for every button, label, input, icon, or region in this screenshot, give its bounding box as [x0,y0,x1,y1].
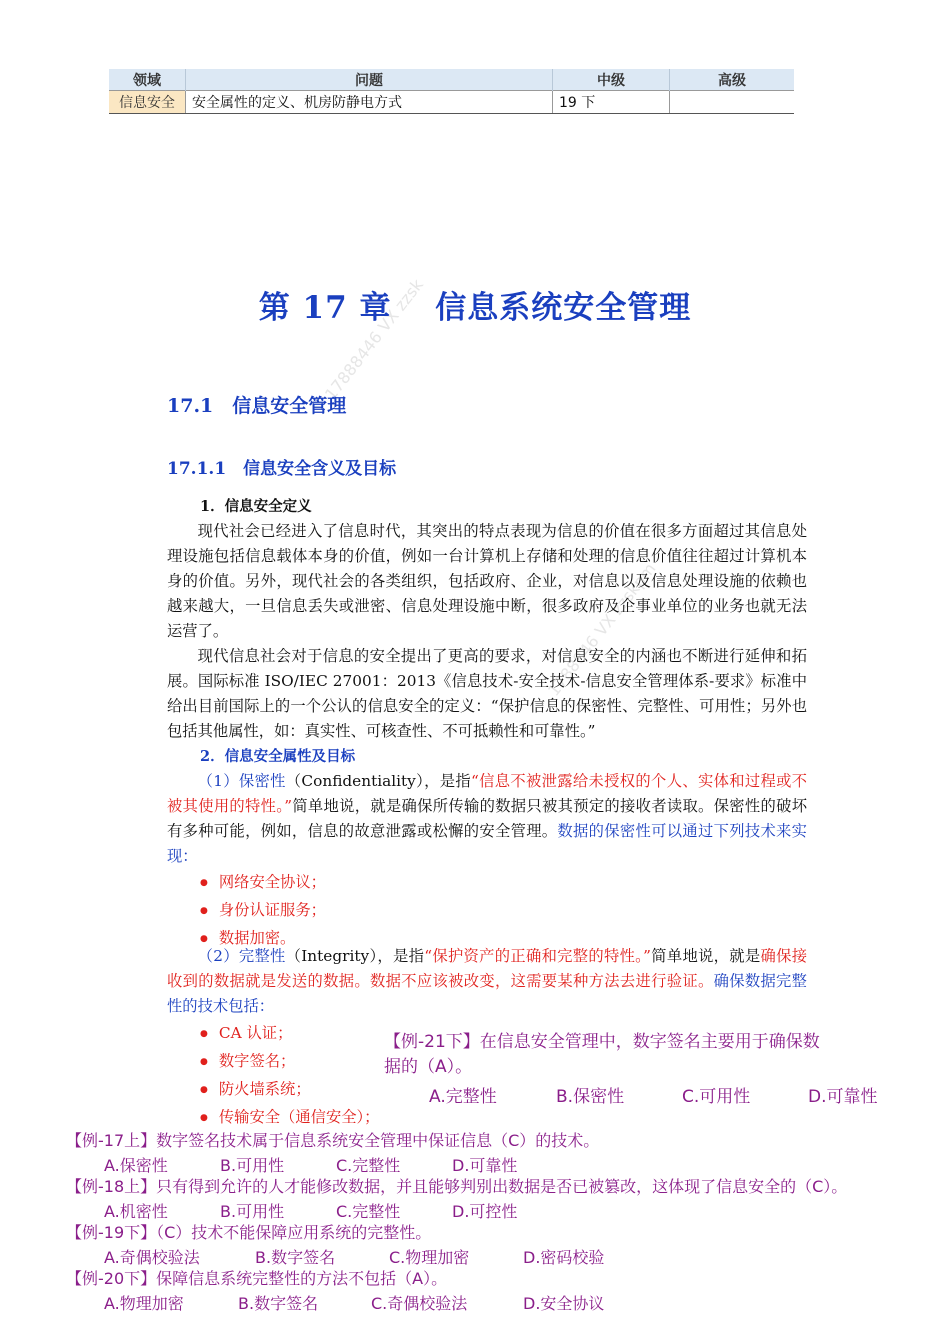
col-header-high: 高级 [670,69,795,91]
paragraph: 现代信息社会对于信息的安全提出了更高的要求，对信息安全的内涵也不断进行延伸和拓展。国际标准 ISO/IEC 27001：2013《信息技术-安全技术-信息安全管理体系-要求》标准中给出目前国际上的一个公认的信息安全的定义：“保护信息的保密性、完整性、可用性；另外也包括其他属性，如：真实性、可核查性、不可抵赖性和可靠性。” [167,647,807,740]
example-question: 【例-17上】数字签名技术属于信息系统安全管理中保证信息（C）的技术。 [66,1131,600,1150]
sub-heading-2: 2．信息安全属性及目标 [200,748,356,765]
cell-mid: 19 下 [553,91,670,114]
option: D.密码校验 [523,1248,605,1267]
option: A.物理加密 [104,1294,184,1313]
list-item: ● 数字签名； [200,1049,379,1077]
watermark: 17888446 VX zzsk [320,275,427,404]
example-question: 【例-18上】只有得到允许的人才能修改数据，并且能够判别出数据是否已被篡改，这体现了信息安全的（C）。 [66,1177,848,1196]
cell-high [670,91,795,114]
example-question: 【例-21下】在信息安全管理中，数字签名主要用于确保数 [384,1032,820,1052]
integrity-tech-list [200,1021,379,1133]
integrity-text [167,944,807,1019]
option: C.完整性 [336,1156,401,1175]
option: B.可用性 [220,1202,285,1221]
col-header-question: 问题 [186,69,553,91]
list-item: ● 传输安全（通信安全）； [200,1105,379,1133]
option: A.机密性 [104,1202,168,1221]
paragraph: 现代社会已经进入了信息时代，其突出的特点表现为信息的价值在很多方面超过其信息处理设施包括信息载体本身的价值，例如一台计算机上存储和处理的信息价值往往超过计算机本身的价值。另外，现代社会的各类组织，包括政府、企业，对信息以及信息处理设施的依赖也越来越大，一旦信息丢失或泄密、信息处理设施中断，很多政府及企事业单位的业务也就无法运营了。 [167,522,807,640]
body-text [167,494,807,869]
example-question: 【例-20下】保障信息系统完整性的方法不包括（A）。 [66,1269,448,1288]
option: C.奇偶校验法 [371,1294,468,1313]
cell-question: 安全属性的定义、机房防静电方式 [186,91,553,114]
section-heading: 17.1 信息安全管理 [167,395,347,417]
option: D.可靠性 [808,1087,878,1107]
paragraph-integrity: （2）完整性（Integrity），是指“保护资产的正确和完整的特性。”简单地说，就是确保接收到的数据就是发送的数据。数据不应该被改变，这需要某种方法去进行验证。确保数据完整性的技术包括： [167,947,807,1015]
sub-heading-1: 1．信息安全定义 [200,498,312,515]
option: A.保密性 [104,1156,168,1175]
watermark: 1788846 VX zzskpm [543,559,660,700]
example-question-cont: 据的（A）。 [384,1057,473,1077]
option: D.安全协议 [523,1294,605,1313]
option: C.可用性 [682,1087,751,1107]
list-item: ● 身份认证服务； [200,898,326,926]
option: A.奇偶校验法 [104,1248,200,1267]
option: D.可控性 [452,1202,518,1221]
option: A.完整性 [429,1087,497,1107]
option: D.可靠性 [452,1156,518,1175]
option: B.可用性 [220,1156,285,1175]
col-header-area: 领域 [109,69,186,91]
subsection-heading: 17.1.1 信息安全含义及目标 [167,459,397,479]
topic-table [109,69,794,114]
option: C.完整性 [336,1202,401,1221]
option: B.保密性 [556,1087,625,1107]
list-item: ● 防火墙系统； [200,1077,379,1105]
list-item: ● CA 认证； [200,1021,379,1049]
col-header-mid: 中级 [553,69,670,91]
list-item: ● 数据加密。 [200,926,326,954]
example-question: 【例-19下】（C）技术不能保障应用系统的完整性。 [66,1223,432,1242]
chapter-title: 第 17 章 信息系统安全管理 [258,290,692,326]
option: C.物理加密 [389,1248,470,1267]
confidentiality-tech-list [200,870,326,954]
cell-area: 信息安全 [109,91,186,114]
paragraph-confidentiality: （1）保密性（Confidentiality），是指“信息不被泄露给未授权的个人、实体和过程或不被其使用的特性。”简单地说，就是确保所传输的数据只被其预定的接收者读取。保密性的破坏有多种可能，例如，信息的故意泄露或松懈的安全管理。数据的保密性可以通过下列技术来实现： [167,772,808,865]
list-item: ● 网络安全协议； [200,870,326,898]
option: B.数字签名 [238,1294,319,1313]
option: B.数字签名 [255,1248,336,1267]
